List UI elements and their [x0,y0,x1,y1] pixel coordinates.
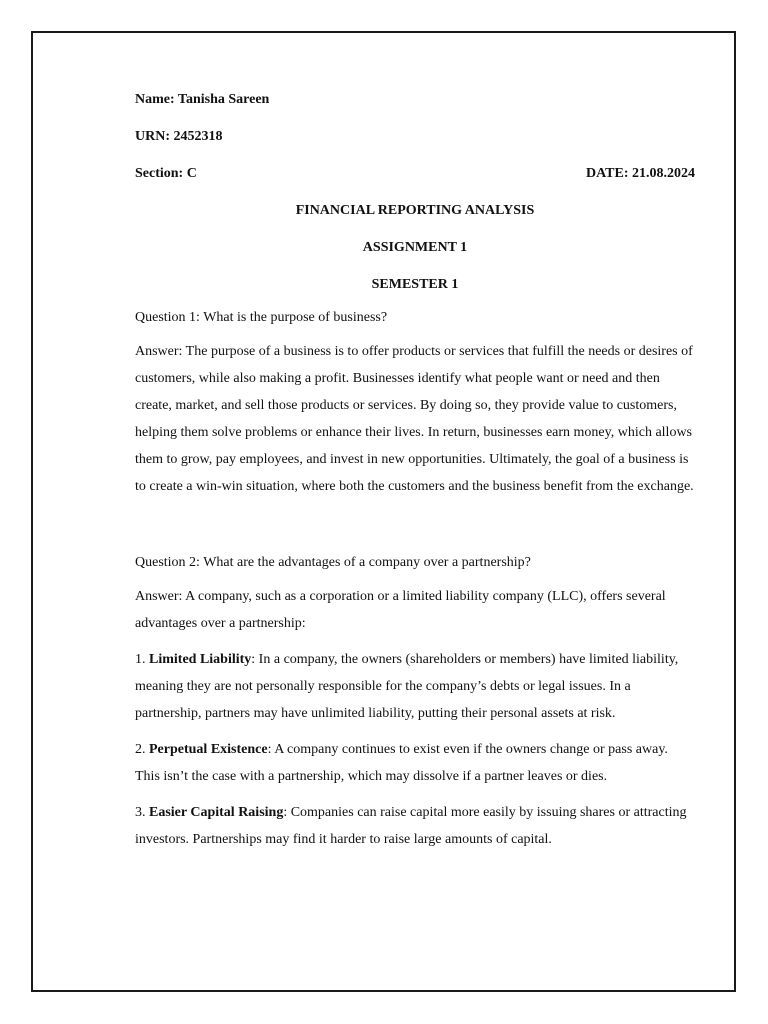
assignment-date: DATE: 21.08.2024 [585,166,695,181]
assignment-number: ASSIGNMENT 1 [362,240,468,255]
point-text: : Companies can raise capital more easily by issuing shares or attracting investors. Partnerships may find it harder to raise large amounts of capital. [135,805,687,847]
document-body [135,90,695,853]
answer-1: Answer: The purpose of a business is to offer products or services that fulfill the needs or desires of customers, while also making a profit. Businesses identify what people want or need and then create, market, and sell those products or services. By doing so, they provide value to customers, helping them solve problems or enhance their lives. In return, businesses earn money, which allows them to grow, pay employees, and invest in new opportunities. Ultimately, the goal of a business is to create a win-win situation, where both the customers and the business benefit from the exchange. [135,344,694,494]
advantage-point [135,799,695,853]
point-text: : A company continues to exist even if the owners change or pass away. This isn’t the case with a partnership, which may dissolve if a partner leaves or dies. [135,742,668,784]
point-term: Easier Capital Raising [149,805,284,820]
student-name: Name: Tanisha Sareen [135,92,270,107]
point-number: 3. [135,805,149,820]
answer-2-intro: Answer: A company, such as a corporation or a limited liability company (LLC), offers several advantages over a partnership: [135,589,666,631]
advantage-point [135,736,695,790]
point-term: Perpetual Existence [149,742,268,757]
point-number: 2. [135,742,149,757]
section-date-row [135,164,695,184]
student-section: Section: C [135,166,197,181]
question-2: Question 2: What are the advantages of a company over a partnership? [135,555,531,570]
point-text: : In a company, the owners (shareholders or members) have limited liability, meaning they are not personally responsible for the company’s debts or legal issues. In a partnership, partners may have unlimited liability, putting their personal assets at risk. [135,652,679,721]
point-term: Limited Liability [149,652,252,667]
semester-label: SEMESTER 1 [371,277,459,292]
document-title: FINANCIAL REPORTING ANALYSIS [295,203,535,218]
point-number: 1. [135,652,149,667]
advantage-point [135,646,695,727]
question-1: Question 1: What is the purpose of business? [135,310,388,325]
student-urn: URN: 2452318 [135,129,223,144]
